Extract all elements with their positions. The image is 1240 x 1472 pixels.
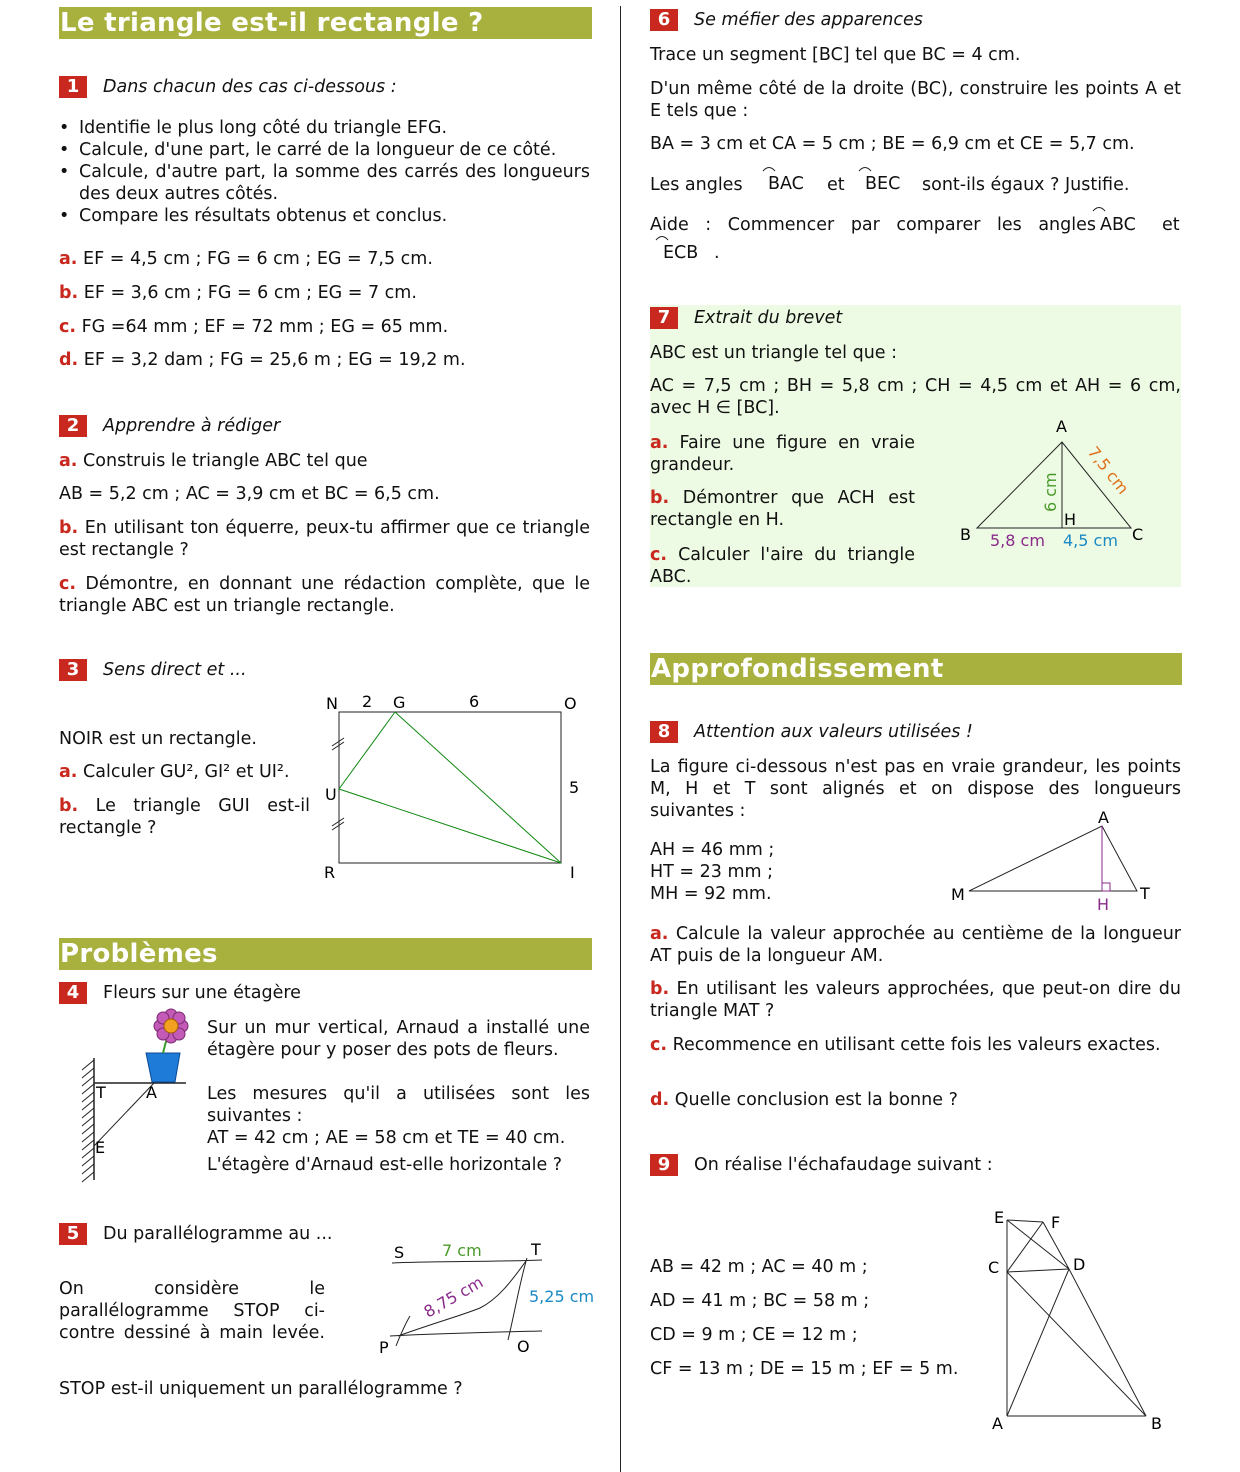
exercise-9-line-1: AB = 42 m ; AC = 40 m ; (650, 1257, 868, 1277)
angle-bac: BAC (768, 174, 804, 194)
exercise-number-5: 5 (59, 1223, 87, 1245)
exercise-6-p1: Trace un segment [BC] tel que BC = 4 cm. (650, 45, 1021, 65)
flower-icon (154, 1009, 188, 1043)
label-s: S (394, 1243, 405, 1262)
item-text: Calculer l'aire du triangle ABC. (650, 545, 915, 587)
figure-shelf (76, 1008, 201, 1184)
exercise-2-c (59, 573, 590, 617)
exercise-6-heading: Se méfier des apparences (694, 10, 923, 30)
label-b: B (960, 525, 971, 544)
label-hc: 4,5 cm (1063, 531, 1118, 550)
section-title-approfondissement: Approfondissement (650, 653, 1182, 685)
label-o: O (564, 694, 577, 713)
item-text: Quelle conclusion est la bonne ? (674, 1090, 958, 1110)
label-i: I (570, 863, 575, 882)
item-letter: b. (650, 979, 670, 999)
tick-mark (332, 822, 344, 830)
angle-arc-icon (655, 233, 669, 241)
exercise-6-p4-mid: et (827, 175, 845, 195)
label-m: M (951, 885, 965, 904)
label-c: C (988, 1258, 1000, 1277)
exercise-4-p4: L'étagère d'Arnaud est-elle horizontale ? (207, 1155, 563, 1175)
label-pt: 8,75 cm (420, 1272, 487, 1322)
exercise-4-p1: Sur un mur vertical, Arnaud a installé une étagère pour y poser des pots de fleurs. (207, 1018, 590, 1060)
item-text: Recommence en utilisant cette fois les valeurs exactes. (672, 1035, 1161, 1055)
item-text: En utilisant les valeurs approchées, que peut-on dire du triangle MAT ? (650, 979, 1181, 1021)
flower-pot (146, 1053, 180, 1082)
item-text: FG =64 mm ; EF = 72 mm ; EG = 65 mm. (81, 317, 449, 337)
side-to (508, 1258, 527, 1340)
label-t: T (531, 1240, 541, 1259)
exercise-6-aide-mid: et (1162, 215, 1180, 235)
side-sp (396, 1316, 410, 1346)
exercise-6-aide-start: Aide : Commencer par comparer les angles (650, 215, 1096, 235)
item-letter: b. (650, 488, 670, 508)
segment-ui (339, 789, 561, 863)
exercise-7-a (650, 432, 915, 476)
exercise-8-a (650, 923, 1181, 967)
item-text: Le triangle GUI est-il rectangle ? (59, 796, 310, 838)
exercise-1-item-c (59, 316, 448, 338)
exercise-9-line-2: AD = 41 m ; BC = 58 m ; (650, 1291, 870, 1311)
angle-arc-icon (858, 164, 872, 172)
exercise-6-p4-start: Les angles (650, 175, 743, 195)
wall-hatching (82, 1060, 94, 1182)
item-text: Construis le triangle ABC tel que (83, 451, 368, 471)
exercise-4-heading: Fleurs sur une étagère (103, 983, 301, 1003)
segment-gi (395, 712, 561, 863)
label-bh: 5,8 cm (990, 531, 1045, 550)
exercise-1-heading: Dans chacun des cas ci-dessous : (103, 77, 397, 97)
exercise-6-p4-end: sont-ils égaux ? Justifie. (922, 175, 1130, 195)
item-letter: c. (650, 1035, 668, 1055)
exercise-3-a (59, 761, 290, 783)
exercise-number-6: 6 (650, 9, 678, 31)
exercise-8-d (650, 1089, 958, 1111)
item-text: Faire une figure en vraie grandeur. (650, 433, 915, 475)
label-g: G (393, 693, 406, 712)
triangle-mat (969, 826, 1137, 891)
angle-arc-icon (1092, 204, 1106, 212)
item-letter: d. (59, 350, 79, 370)
rectangle-noir (339, 712, 561, 863)
exercise-number-2: 2 (59, 415, 87, 437)
exercise-2-a (59, 450, 368, 472)
section-title-triangle: Le triangle est-il rectangle ? (59, 7, 592, 39)
item-letter: b. (59, 518, 79, 538)
item-letter: a. (650, 433, 669, 453)
side-st (392, 1260, 542, 1263)
label-a: A (992, 1414, 1003, 1433)
angle-ecb: ECB (663, 243, 699, 263)
label-e: E (95, 1138, 106, 1157)
label-p: P (379, 1338, 389, 1357)
exercise-number-3: 3 (59, 659, 87, 681)
label-r: R (324, 863, 336, 882)
exercise-8-heading: Attention aux valeurs utilisées ! (694, 722, 973, 742)
right-angle-mark (1102, 883, 1110, 891)
item-letter: c. (59, 317, 77, 337)
exercise-4-p3: AT = 42 cm ; AE = 58 cm et TE = 40 cm. (207, 1128, 566, 1148)
item-text: EF = 3,2 dam ; FG = 25,6 m ; EG = 19,2 m. (83, 350, 466, 370)
exercise-6-p3: BA = 3 cm et CA = 5 cm ; BE = 6,9 cm et CE = 5,7 cm. (650, 134, 1135, 154)
exercise-1-item-d (59, 349, 466, 371)
exercise-4-p2: Les mesures qu'il a utilisées sont les suivantes : (207, 1084, 590, 1126)
exercise-8-p1: La figure ci-dessous n'est pas en vraie grandeur, les points M, H et T sont alignés et on dispose des longueurs suivantes : (650, 757, 1181, 821)
item-letter: b. (59, 283, 79, 303)
label-o: O (517, 1337, 530, 1356)
exercise-9-line-4: CF = 13 m ; DE = 15 m ; EF = 5 m. (650, 1359, 959, 1379)
exercise-number-4: 4 (59, 982, 87, 1004)
tick-mark (332, 738, 344, 746)
label-f: F (1051, 1213, 1061, 1232)
segment-gu (339, 712, 395, 789)
bullet-item: • Compare les résultats obtenus et conclus. (59, 205, 590, 227)
bullet-item: • Calcule, d'une part, le carré de la longueur de ce côté. (59, 139, 590, 161)
angle-bec: BEC (865, 174, 901, 194)
exercise-1-bullets (59, 117, 590, 227)
label-to: 5,25 cm (529, 1287, 595, 1306)
item-letter: a. (59, 762, 78, 782)
exercise-8-v3: MH = 92 mm. (650, 884, 772, 904)
exercise-9-heading: On réalise l'échafaudage suivant : (694, 1155, 993, 1175)
tick-mark (332, 818, 344, 826)
label-ah: 6 cm (1041, 472, 1060, 512)
exercise-1-item-a (59, 248, 433, 270)
item-text: En utilisant ton équerre, peux-tu affirmer que ce triangle est rectangle ? (59, 518, 590, 560)
item-letter: a. (650, 924, 669, 944)
exercise-2-heading: Apprendre à rédiger (103, 416, 281, 436)
column-divider (620, 6, 621, 1472)
exercise-8-c (650, 1034, 1181, 1056)
exercise-7-p1: ABC est un triangle tel que : (650, 343, 898, 363)
exercise-8-v1: AH = 46 mm ; (650, 840, 775, 860)
exercise-7-b (650, 487, 915, 531)
label-oi: 5 (569, 778, 580, 797)
figure-triangle-abc (955, 412, 1144, 552)
label-ac: 7,5 cm (1083, 442, 1133, 498)
exercise-8-v2: HT = 23 mm ; (650, 862, 774, 882)
item-letter: a. (59, 249, 78, 269)
exercise-3-intro: NOIR est un rectangle. (59, 729, 257, 749)
label-t: T (96, 1083, 106, 1102)
exercise-6-p2: D'un même côté de la droite (BC), construire les points A et E tels que : (650, 79, 1181, 121)
label-a: A (1056, 417, 1067, 436)
item-text: EF = 3,6 cm ; FG = 6 cm ; EG = 7 cm. (83, 283, 417, 303)
item-letter: d. (650, 1090, 670, 1110)
tick-mark (332, 742, 344, 750)
bullet-item: • Identifie le plus long côté du triangle EFG. (59, 117, 590, 139)
exercise-2-b (59, 517, 590, 561)
item-text: Démontre, en donnant une rédaction complète, que le triangle ABC est un triangle rectangle. (59, 574, 590, 616)
figure-parallelogram-stop (370, 1236, 615, 1360)
exercise-5-heading: Du parallélogramme au ... (103, 1224, 333, 1244)
exercise-3-b (59, 795, 310, 839)
figure-scaffolding (980, 1200, 1180, 1438)
exercise-8-b (650, 978, 1181, 1022)
scaffold-lines (1007, 1220, 1146, 1416)
label-ng: 2 (362, 692, 373, 711)
label-h: H (1097, 895, 1110, 914)
angle-arc-icon (762, 164, 776, 172)
label-n: N (326, 694, 338, 713)
item-letter: c. (650, 545, 668, 565)
label-b: B (1151, 1414, 1162, 1433)
section-title-problemes: Problèmes (59, 938, 592, 970)
exercise-7-c (650, 544, 915, 588)
label-go: 6 (469, 692, 480, 711)
exercise-6-aide-end: . (714, 243, 720, 263)
exercise-5-p1: On considère le parallélogramme STOP ci-contre dessiné à main levée. (59, 1279, 325, 1343)
label-e: E (994, 1208, 1005, 1227)
angle-abc: ABC (1100, 215, 1136, 235)
label-a: A (146, 1083, 157, 1102)
exercise-9-line-3: CD = 9 m ; CE = 12 m ; (650, 1325, 858, 1345)
figure-triangle-mat (945, 805, 1165, 915)
label-st: 7 cm (442, 1241, 482, 1260)
item-text: Calcule la valeur approchée au centième de la longueur AT puis de la longueur AM. (650, 924, 1181, 966)
label-c: C (1132, 525, 1144, 544)
exercise-number-7: 7 (650, 307, 678, 329)
item-text: Calculer GU², GI² et UI². (83, 762, 290, 782)
exercise-7-heading: Extrait du brevet (694, 308, 843, 328)
exercise-number-1: 1 (59, 76, 87, 98)
exercise-5-p2: STOP est-il uniquement un parallélogramme ? (59, 1379, 463, 1399)
exercise-1-item-b (59, 282, 417, 304)
item-text: EF = 4,5 cm ; FG = 6 cm ; EG = 7,5 cm. (83, 249, 433, 269)
exercise-7-p2: AC = 7,5 cm ; BH = 5,8 cm ; CH = 4,5 cm et AH = 6 cm, avec H ∈ [BC]. (650, 376, 1181, 418)
bullet-item: • Calcule, d'autre part, la somme des carrés des longueurs des deux autres côtés. (59, 161, 590, 205)
exercise-number-8: 8 (650, 721, 678, 743)
item-letter: a. (59, 451, 78, 471)
label-a: A (1098, 808, 1109, 827)
label-d: D (1073, 1255, 1086, 1274)
side-po (390, 1331, 542, 1336)
item-text: Démontrer que ACH est rectangle en H. (650, 488, 915, 530)
item-letter: c. (59, 574, 77, 594)
label-t: T (1140, 884, 1150, 903)
label-h: H (1064, 510, 1077, 529)
item-letter: b. (59, 796, 79, 816)
exercise-number-9: 9 (650, 1154, 678, 1176)
label-u: U (325, 785, 337, 804)
exercise-2-line: AB = 5,2 cm ; AC = 3,9 cm et BC = 6,5 cm. (59, 484, 440, 504)
exercise-3-heading: Sens direct et ... (103, 660, 247, 680)
figure-noir-rectangle (318, 688, 588, 886)
